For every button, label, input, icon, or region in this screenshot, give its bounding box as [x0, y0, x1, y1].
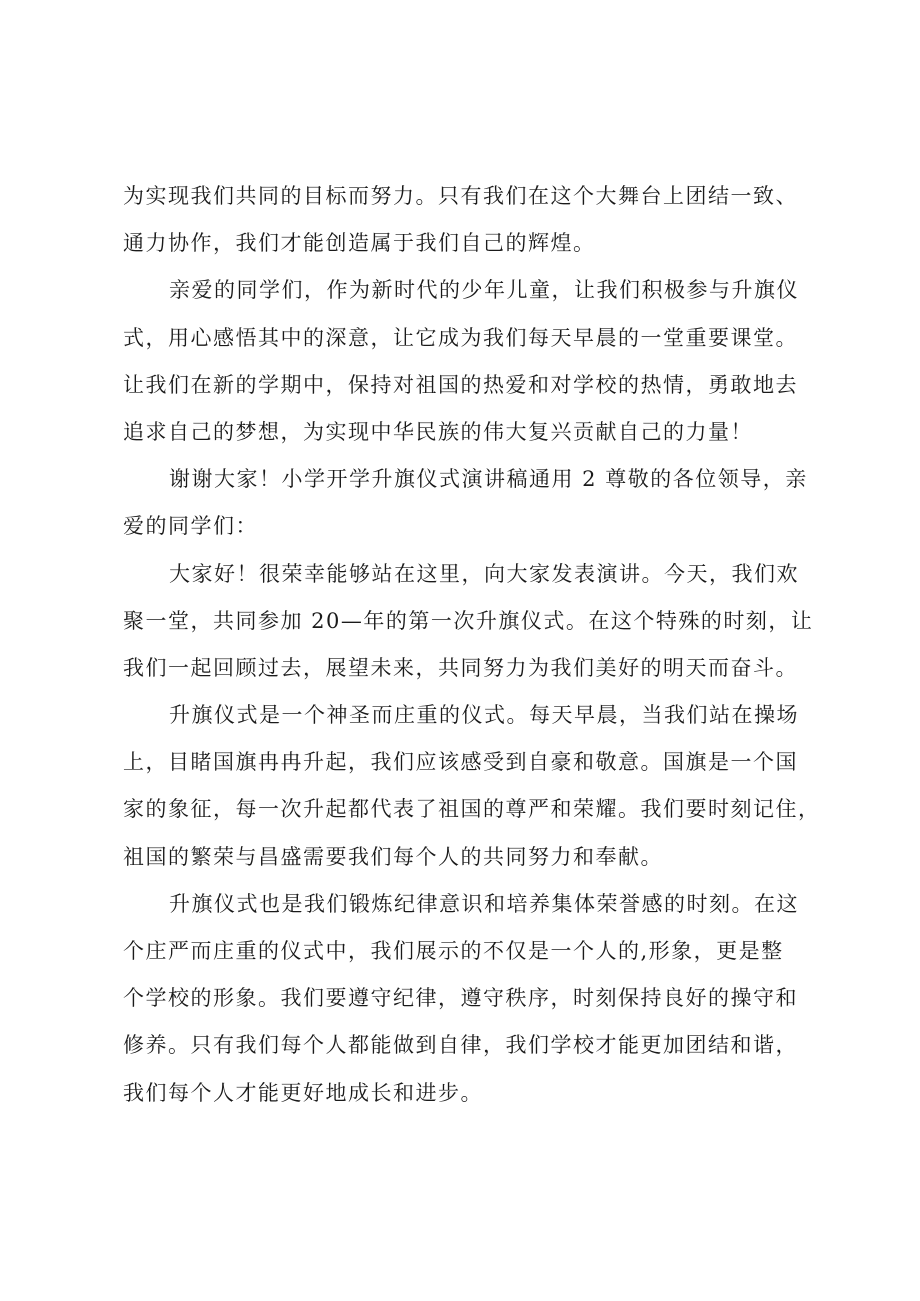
- text-line: 为实现我们共同的目标而努力。只有我们在这个大舞台上团结一致、: [123, 184, 798, 208]
- paragraph-start-line: 升旗仪式是一个神圣而庄重的仪式。每天早晨，当我们站在操场: [169, 703, 799, 728]
- text-line: 聚一堂，共同参加 20—年的第一次升旗仪式。在这个特殊的时刻，让: [123, 608, 814, 633]
- text-line: 家的象征，每一次升起都代表了祖国的尊严和荣耀。我们要时刻记住，: [123, 797, 821, 822]
- text-line: 修养。只有我们每个人都能做到自律，我们学校才能更加团结和谐，: [123, 1033, 798, 1058]
- paragraph-start-line: 亲爱的同学们，作为新时代的少年儿童，让我们积极参与升旗仪: [169, 278, 799, 303]
- text-line: 祖国的繁荣与昌盛需要我们每个人的共同努力和奉献。: [123, 844, 663, 869]
- paragraph-start-line: 大家好！很荣幸能够站在这里，向大家发表演讲。今天，我们欢: [169, 561, 799, 586]
- text-line: 通力协作，我们才能创造属于我们自己的辉煌。: [123, 231, 596, 256]
- paragraph-start-line: 谢谢大家！小学开学升旗仪式演讲稿通用 2 尊敬的各位领导，亲: [169, 467, 808, 492]
- text-line: 个庄严而庄重的仪式中，我们展示的不仅是一个人的,形象，更是整: [123, 939, 784, 963]
- text-line: 我们一起回顾过去，展望未来，共同努力为我们美好的明天而奋斗。: [123, 655, 798, 680]
- text-line: 式，用心感悟其中的深意，让它成为我们每天早晨的一堂重要课堂。: [123, 325, 798, 350]
- text-line: 个学校的形象。我们要遵守纪律，遵守秩序，时刻保持良好的操守和: [123, 986, 798, 1011]
- paragraph-start-line: 升旗仪式也是我们锻炼纪律意识和培养集体荣誉感的时刻。在这: [169, 891, 799, 916]
- text-line: 让我们在新的学期中，保持对祖国的热爱和对学校的热情，勇敢地去: [123, 372, 798, 397]
- text-line: 追求自己的梦想，为实现中华民族的伟大复兴贡献自己的力量！: [123, 419, 753, 444]
- text-line: 我们每个人才能更好地成长和进步。: [123, 1080, 483, 1105]
- text-line: 上，目睹国旗冉冉升起，我们应该感受到自豪和敬意。国旗是一个国: [123, 750, 798, 775]
- text-line: 爱的同学们：: [123, 514, 258, 539]
- speech-text-block: [123, 173, 833, 1117]
